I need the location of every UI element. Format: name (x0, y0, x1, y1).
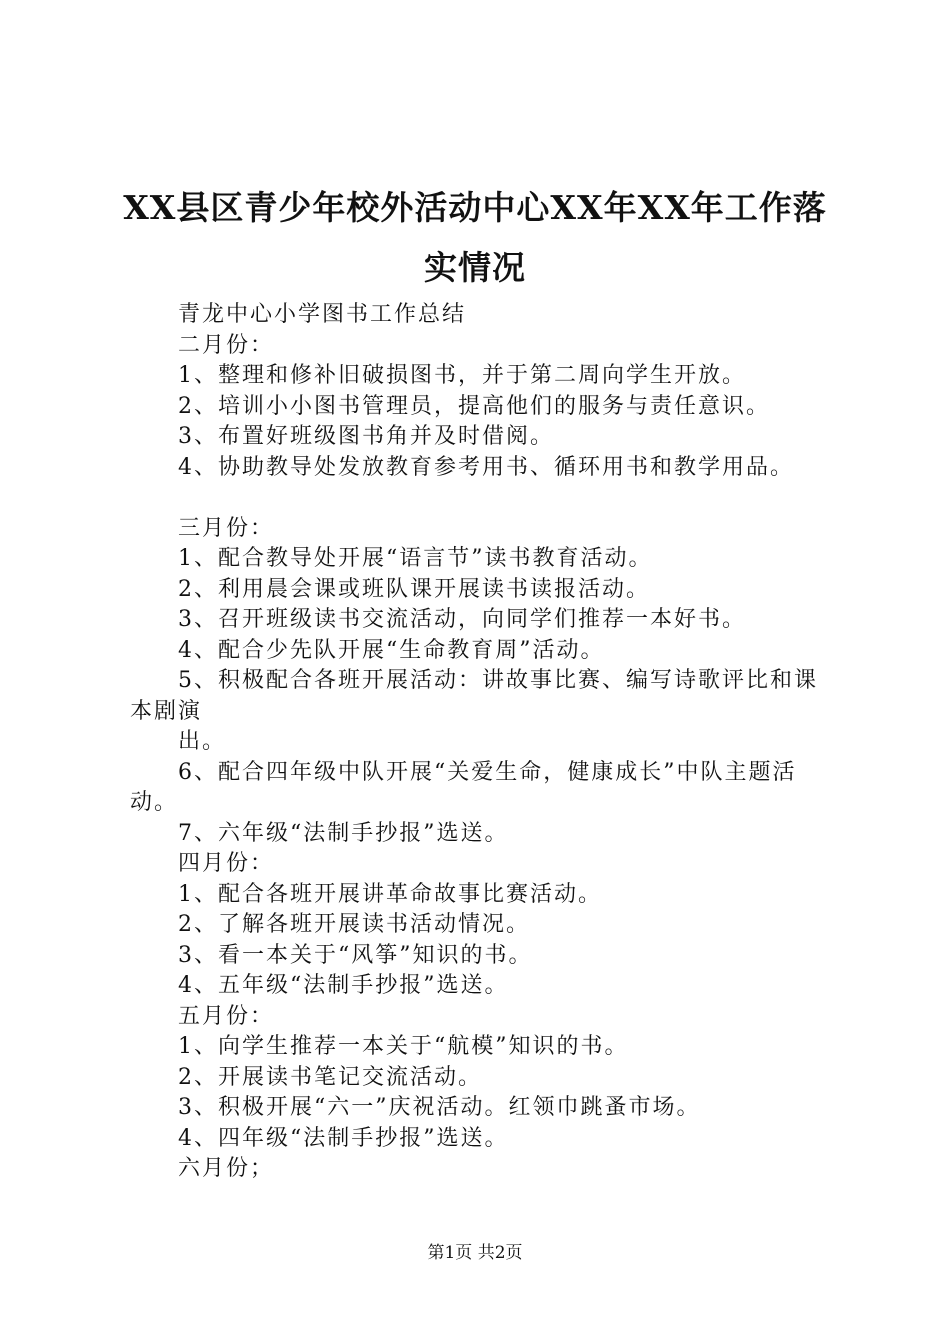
blank-line (130, 483, 835, 514)
paragraph-item: 6、配合四年级中队开展“关爱生命，健康成长”中队主题活动。 (130, 759, 797, 815)
paragraph-item: 5、积极配合各班开展活动：讲故事比赛、编写诗歌评比和课本剧演 (130, 668, 818, 724)
document-title-line-2: 实情况 (424, 248, 526, 287)
paragraph-month-apr: 四月份： (178, 851, 275, 876)
paragraph-item: 3、召开班级读书交流活动，向同学们推荐一本好书。 (178, 607, 746, 632)
paragraph-item: 2、了解各班开展读书活动情况。 (178, 912, 530, 937)
paragraph-item: 4、四年级“法制手抄报”选送。 (178, 1125, 509, 1151)
page-footer: 第1页 共2页 (427, 1243, 523, 1263)
paragraph-item: 3、积极开展“六一”庆祝活动。红领巾跳蚤市场。 (178, 1095, 701, 1120)
paragraph-month-jun: 六月份； (178, 1156, 275, 1181)
paragraph-item: 1、向学生推荐一本关于“航模”知识的书。 (178, 1034, 629, 1059)
paragraph-item: 2、培训小小图书管理员，提高他们的服务与责任意识。 (178, 393, 770, 419)
document-body (130, 300, 835, 1185)
paragraph-month-may: 五月份： (178, 1003, 275, 1029)
paragraph-item: 3、看一本关于“风筝”知识的书。 (178, 942, 533, 968)
paragraph-item: 2、利用晨会课或班队课开展读书读报活动。 (178, 576, 650, 602)
paragraph-month-feb: 二月份： (178, 332, 275, 358)
paragraph-item: 7、六年级“法制手抄报”选送。 (178, 820, 509, 846)
document-title-line-1: XX县区青少年校外活动中心XX年XX年工作落 (123, 188, 827, 227)
paragraph-subtitle: 青龙中心小学图书工作总结 (178, 302, 467, 327)
paragraph-item: 4、五年级“法制手抄报”选送。 (178, 973, 509, 998)
paragraph-item: 2、开展读书笔记交流活动。 (178, 1064, 482, 1090)
paragraph-item: 1、配合各班开展讲革命故事比赛活动。 (178, 881, 602, 907)
paragraph-item: 1、整理和修补旧破损图书，并于第二周向学生开放。 (178, 363, 746, 388)
paragraph-item: 4、配合少先队开展“生命教育周”活动。 (178, 637, 605, 663)
paragraph-item: 3、布置好班级图书角并及时借阅。 (178, 424, 554, 449)
paragraph-item: 1、配合教导处开展“语言节”读书教育活动。 (178, 546, 653, 571)
paragraph-month-mar: 三月份： (178, 515, 275, 541)
paragraph-item-continued: 出。 (178, 729, 227, 754)
paragraph-item: 4、协助教导处发放教育参考用书、循环用书和教学用品。 (178, 454, 794, 480)
